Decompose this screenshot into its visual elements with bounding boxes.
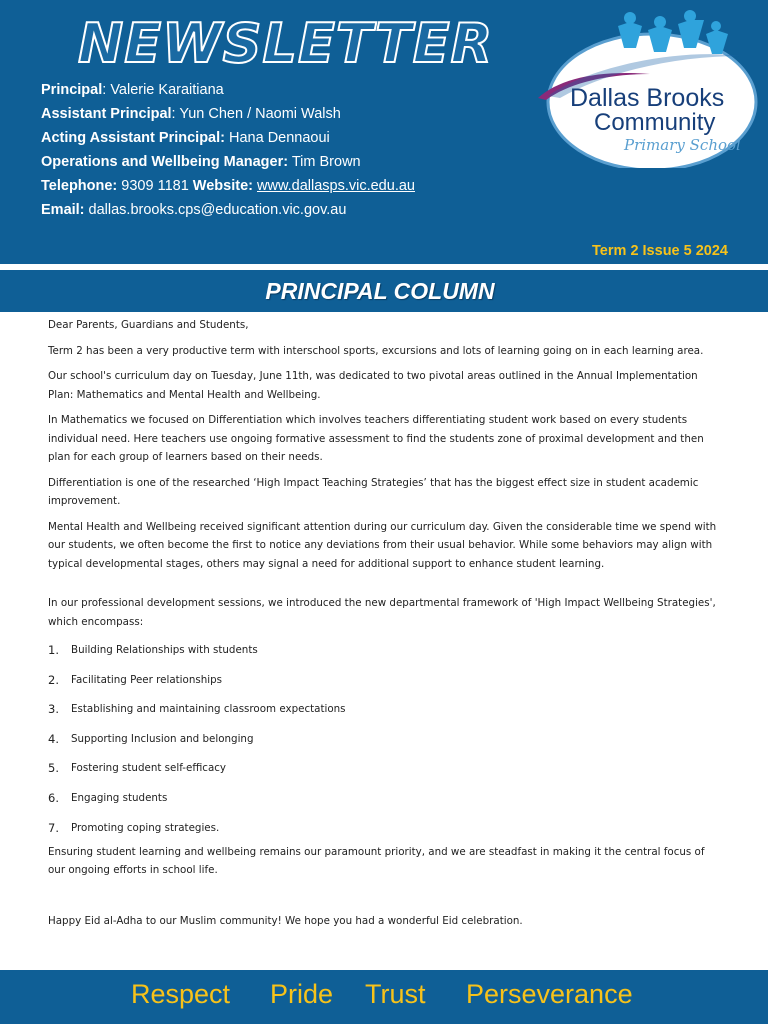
list-item: 7. Promoting coping strategies. (48, 820, 220, 835)
paragraph: In our professional development sessions, we introduced the new departmental framework of 'High Impact Wellbeing Strategies', which encompass: (48, 597, 716, 628)
newsletter-title: NEWSLETTER (78, 12, 494, 75)
section-title: PRINCIPAL COLUMN (265, 278, 495, 304)
section-banner (0, 270, 768, 312)
list-item: 5. Fostering student self-efficacy (48, 761, 227, 776)
assistant-principal-label: Assistant Principal (41, 106, 172, 122)
value-perseverance: Perseverance (466, 979, 633, 1009)
assistant-principal-names: Yun Chen / Naomi Walsh (179, 106, 341, 122)
contact-details (41, 78, 415, 222)
list-item: 4. Supporting Inclusion and belonging (48, 731, 254, 746)
website-label: Website: (192, 178, 253, 194)
list-item: 3. Establishing and maintaining classroom expectations (48, 702, 346, 717)
term-issue: Term 2 Issue 5 2024 (592, 243, 728, 259)
newsletter-header (0, 0, 768, 264)
telephone-label: Telephone: (41, 178, 118, 194)
operations-manager-name: Tim Brown (291, 154, 361, 170)
value-trust: Trust (365, 979, 426, 1009)
assistant-principal-line: Assistant Principal: Yun Chen / Naomi Walsh (41, 106, 341, 122)
website-link[interactable]: www.dallasps.vic.edu.au (257, 178, 415, 194)
acting-assistant-principal-label: Acting Assistant Principal: (41, 130, 225, 146)
principal-name: Valerie Karaitiana (110, 82, 224, 98)
operations-manager-line (41, 150, 415, 174)
paragraph: Happy Eid al-Adha to our Muslim community! We hope you had a wonderful Eid celebration. (48, 914, 523, 927)
strategies-list (48, 641, 724, 843)
phone-website-line (41, 174, 415, 198)
paragraph: Term 2 has been a very productive term with interschool sports, excursions and lots of learning going on in each learning area. (48, 344, 704, 357)
paragraph: Ensuring student learning and wellbeing remains our paramount priority, and we are steadfast in making it the central focus of our ongoing efforts in school life. (48, 845, 705, 877)
principal-label: Principal (41, 82, 103, 98)
paragraph: Our school's curriculum day on Tuesday, June 11th, was dedicated to two pivotal areas outlined in the Annual Implementation Plan: Mathematics and Mental Health and Wellbeing. (48, 370, 698, 401)
email-line (41, 198, 415, 222)
acting-assistant-principal-line (41, 126, 415, 150)
logo-line-1: Dallas Brooks (570, 84, 725, 112)
school-values-footer (0, 970, 768, 1024)
paragraph: In Mathematics we focused on Differentiation which involves teachers differentiating student work based on every students individual need. Here teachers use ongoing formative assessment to find the students zone of proximal development and then plan for each group of learners based on their needs. (48, 414, 704, 463)
email-address: dallas.brooks.cps@education.vic.gov.au (88, 202, 347, 218)
list-item: 6. Engaging students (48, 790, 168, 805)
list-item: 1. Building Relationships with students (48, 643, 258, 657)
operations-manager-label: Operations and Wellbeing Manager: (41, 154, 289, 170)
value-respect: Respect (131, 979, 231, 1009)
telephone-number: 9309 1181 (121, 178, 189, 194)
paragraph: Mental Health and Wellbeing received significant attention during our curriculum day. Given the considerable time we spend with our students, we often become the first to notice any deviations from their usual behavior. While some behaviors may align with typical developmental stages, others may signal a need for additional support to enhance student learning. (48, 520, 717, 570)
school-logo (530, 8, 760, 168)
logo-line-2: Community (594, 109, 716, 136)
principal-line: Principal: Valerie Karaitiana (41, 82, 224, 98)
value-pride: Pride (270, 979, 334, 1009)
principal-letter (48, 316, 724, 937)
list-item: 2. Facilitating Peer relationships (48, 672, 223, 687)
greeting: Dear Parents, Guardians and Students, (48, 319, 249, 331)
logo-line-3: Primary School (624, 136, 741, 154)
paragraph: Differentiation is one of the researched ‘High Impact Teaching Strategies’ that has the biggest effect size in student academic improvement. (48, 476, 699, 507)
email-label: Email: (41, 202, 85, 218)
acting-assistant-principal-name: Hana Dennaoui (229, 130, 330, 146)
